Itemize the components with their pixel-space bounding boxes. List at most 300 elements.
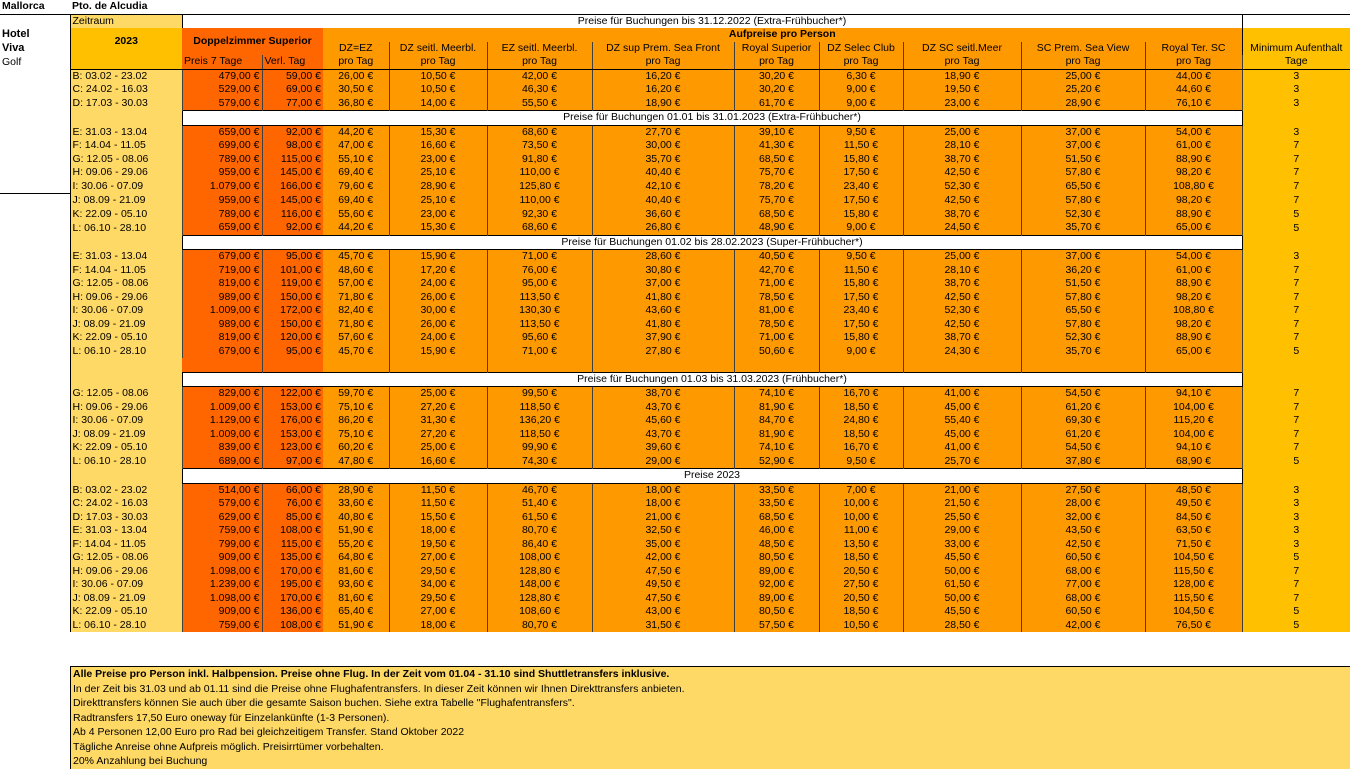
price-cell: 95,00 € (487, 277, 592, 291)
price-cell: 45,70 € (323, 345, 389, 359)
price-cell: 71,80 € (323, 291, 389, 305)
price-cell: 85,00 € (262, 511, 323, 525)
section-title: Preise für Buchungen 01.02 bis 28.02.2023 (Super-Frühbucher*) (182, 235, 1242, 250)
min-stay-cell: 3 (1242, 511, 1350, 525)
price-cell: 18,00 € (592, 483, 734, 497)
period-cell: K: 22.09 - 05.10 (70, 331, 182, 345)
price-cell: 40,50 € (734, 250, 819, 264)
price-cell: 15,90 € (389, 250, 487, 264)
price-cell: 118,50 € (487, 428, 592, 442)
price-cell: 629,00 € (182, 511, 262, 525)
price-cell: 69,40 € (323, 194, 389, 208)
price-cell: 989,00 € (182, 318, 262, 332)
price-cell: 108,80 € (1145, 180, 1242, 194)
price-cell: 40,40 € (592, 166, 734, 180)
price-cell: 170,00 € (262, 592, 323, 606)
price-cell: 172,00 € (262, 304, 323, 318)
price-cell: 113,50 € (487, 291, 592, 305)
price-cell: 57,80 € (1021, 318, 1145, 332)
price-cell: 42,70 € (734, 264, 819, 278)
period-cell: G: 12.05 - 08.06 (70, 551, 182, 565)
pro-tag-label: pro Tag (819, 55, 903, 69)
town-label: Pto. de Alcudia (72, 0, 148, 13)
note-line: In der Zeit bis 31.03 und ab 01.11 sind die Preise ohne Flughafentransfers. In dieser Zeit können wir Ihnen Direkttransfers anbieten. (73, 682, 685, 695)
note-line: Radtransfers 17,50 Euro oneway für Einzelankünfte (1-3 Personen). (73, 711, 390, 724)
price-cell: 37,00 € (1021, 125, 1145, 139)
price-cell: 166,00 € (262, 180, 323, 194)
price-cell: 36,20 € (1021, 264, 1145, 278)
table-row (0, 139, 1350, 153)
price-cell: 104,00 € (1145, 401, 1242, 415)
price-cell: 71,00 € (734, 331, 819, 345)
price-cell: 1.079,00 € (182, 180, 262, 194)
price-cell: 29,00 € (903, 524, 1021, 538)
price-cell: 9,00 € (819, 97, 903, 111)
pro-tag-label: pro Tag (1021, 55, 1145, 69)
min-stay-cell: 7 (1242, 194, 1350, 208)
price-cell: 46,30 € (487, 83, 592, 97)
price-cell: 108,80 € (1145, 304, 1242, 318)
price-cell: 94,10 € (1145, 441, 1242, 455)
island-label: Mallorca (2, 0, 45, 13)
price-cell: 36,80 € (323, 97, 389, 111)
pro-tag-label: pro Tag (1145, 55, 1242, 69)
price-cell: 47,00 € (323, 139, 389, 153)
price-cell: 28,00 € (1021, 497, 1145, 511)
price-cell: 115,00 € (262, 153, 323, 167)
price-cell: 44,00 € (1145, 69, 1242, 83)
price-cell: 579,00 € (182, 97, 262, 111)
price-cell: 150,00 € (262, 291, 323, 305)
price-cell: 689,00 € (182, 455, 262, 469)
price-cell: 98,20 € (1145, 318, 1242, 332)
section-title: Preise 2023 (182, 469, 1242, 484)
price-cell: 97,00 € (262, 455, 323, 469)
price-cell: 16,60 € (389, 455, 487, 469)
price-cell: 9,50 € (819, 125, 903, 139)
table-row (0, 264, 1350, 278)
period-title: Preise für Buchungen bis 31.12.2022 (Extra-Frühbucher*) (182, 14, 1242, 28)
price-cell: 9,00 € (819, 345, 903, 359)
price-cell: 51,90 € (323, 524, 389, 538)
price-cell: 10,50 € (389, 69, 487, 83)
price-cell: 98,00 € (262, 139, 323, 153)
price-cell: 16,20 € (592, 69, 734, 83)
price-cell: 19,50 € (903, 83, 1021, 97)
period-cell: J: 08.09 - 21.09 (70, 592, 182, 606)
price-cell: 45,00 € (903, 401, 1021, 415)
room-header-6: DZ SC seitl.Meer (903, 42, 1021, 56)
price-cell: 18,90 € (903, 69, 1021, 83)
price-cell: 57,60 € (323, 331, 389, 345)
price-cell: 51,50 € (1021, 153, 1145, 167)
price-cell: 29,00 € (592, 455, 734, 469)
note-line: Alle Preise pro Person inkl. Halbpension. Preise ohne Flug. In der Zeit vom 01.04 - 31.10 sind Shuttletransfers inklusive. (73, 668, 670, 680)
min-stay-cell: 3 (1242, 83, 1350, 97)
price-cell: 92,00 € (734, 578, 819, 592)
price-cell: 1.239,00 € (182, 578, 262, 592)
period-cell: H: 09.06 - 29.06 (70, 565, 182, 579)
period-cell: D: 17.03 - 30.03 (70, 511, 182, 525)
price-cell: 15,30 € (389, 125, 487, 139)
price-cell: 1.129,00 € (182, 414, 262, 428)
pro-tag-label: pro Tag (592, 55, 734, 69)
price-cell: 42,50 € (1021, 538, 1145, 552)
price-cell: 108,00 € (262, 619, 323, 633)
room-header-8: Royal Ter. SC (1145, 42, 1242, 56)
period-cell: K: 22.09 - 05.10 (70, 208, 182, 222)
price-cell: 27,70 € (592, 125, 734, 139)
price-cell: 80,70 € (487, 524, 592, 538)
price-cell: 78,50 € (734, 291, 819, 305)
price-cell: 98,20 € (1145, 291, 1242, 305)
price-cell: 30,00 € (592, 139, 734, 153)
price-cell: 37,80 € (1021, 455, 1145, 469)
period-cell: F: 14.04 - 11.05 (70, 264, 182, 278)
price-cell: 35,70 € (1021, 221, 1145, 235)
price-cell: 195,00 € (262, 578, 323, 592)
price-cell: 17,50 € (819, 291, 903, 305)
period-cell: L: 06.10 - 28.10 (70, 345, 182, 359)
price-cell: 88,90 € (1145, 277, 1242, 291)
price-cell: 29,50 € (389, 565, 487, 579)
price-cell: 11,50 € (819, 264, 903, 278)
room-header-5: DZ Selec Club (819, 42, 903, 56)
price-cell: 65,40 € (323, 605, 389, 619)
price-cell: 10,50 € (389, 83, 487, 97)
room-header-2: EZ seitl. Meerbl. (487, 42, 592, 56)
price-cell: 76,50 € (1145, 619, 1242, 633)
price-cell: 35,00 € (592, 538, 734, 552)
price-cell: 27,00 € (389, 605, 487, 619)
price-cell: 42,50 € (903, 194, 1021, 208)
price-cell: 69,00 € (262, 83, 323, 97)
min-stay-cell: 7 (1242, 304, 1350, 318)
table-row (0, 153, 1350, 167)
price-cell: 11,50 € (819, 139, 903, 153)
price-cell: 68,90 € (1145, 455, 1242, 469)
price-cell: 48,50 € (1145, 483, 1242, 497)
price-cell: 50,00 € (903, 565, 1021, 579)
price-cell: 799,00 € (182, 538, 262, 552)
price-cell: 41,30 € (734, 139, 819, 153)
price-cell: 57,80 € (1021, 194, 1145, 208)
min-stay-cell: 7 (1242, 139, 1350, 153)
price-cell: 759,00 € (182, 524, 262, 538)
section-title: Preise für Buchungen 01.01 bis 31.01.2023 (Extra-Frühbucher*) (182, 111, 1242, 126)
price-cell: 68,00 € (1021, 592, 1145, 606)
price-cell: 49,50 € (1145, 497, 1242, 511)
price-cell: 679,00 € (182, 250, 262, 264)
min-stay-cell: 7 (1242, 166, 1350, 180)
price-cell: 34,00 € (389, 578, 487, 592)
price-cell: 54,50 € (1021, 387, 1145, 401)
price-cell: 18,50 € (819, 551, 903, 565)
price-cell: 11,50 € (389, 483, 487, 497)
price-cell: 153,00 € (262, 428, 323, 442)
room-header-4: Royal Superior (734, 42, 819, 56)
price-cell: 909,00 € (182, 605, 262, 619)
price-cell: 43,70 € (592, 401, 734, 415)
pro-tag-label: pro Tag (389, 55, 487, 69)
price-cell: 42,50 € (903, 166, 1021, 180)
period-cell: L: 06.10 - 28.10 (70, 455, 182, 469)
price-cell: 59,70 € (323, 387, 389, 401)
price-cell: 54,00 € (1145, 250, 1242, 264)
price-cell: 15,80 € (819, 277, 903, 291)
table-row (0, 511, 1350, 525)
price-cell: 25,00 € (903, 250, 1021, 264)
price-cell: 33,60 € (323, 497, 389, 511)
price-cell: 13,50 € (819, 538, 903, 552)
price-cell: 35,70 € (1021, 345, 1145, 359)
price-cell: 759,00 € (182, 619, 262, 633)
price-cell: 128,00 € (1145, 578, 1242, 592)
price-cell: 93,60 € (323, 578, 389, 592)
price-cell: 80,70 € (487, 619, 592, 633)
price-cell: 54,00 € (1145, 125, 1242, 139)
price-cell: 71,00 € (487, 345, 592, 359)
price-cell: 48,90 € (734, 221, 819, 235)
price-cell: 23,00 € (389, 208, 487, 222)
price-cell: 68,60 € (487, 125, 592, 139)
price-cell: 28,90 € (1021, 97, 1145, 111)
price-cell: 514,00 € (182, 483, 262, 497)
price-cell: 136,00 € (262, 605, 323, 619)
price-cell: 75,70 € (734, 194, 819, 208)
pro-tag-label: pro Tag (734, 55, 819, 69)
price-cell: 28,10 € (903, 264, 1021, 278)
price-cell: 123,00 € (262, 441, 323, 455)
price-cell: 42,50 € (903, 291, 1021, 305)
price-cell: 84,50 € (1145, 511, 1242, 525)
price-cell: 47,50 € (592, 592, 734, 606)
price-cell: 55,20 € (323, 538, 389, 552)
price-cell: 74,10 € (734, 441, 819, 455)
price-cell: 9,00 € (819, 221, 903, 235)
price-cell: 77,00 € (262, 97, 323, 111)
price-cell: 10,50 € (819, 619, 903, 633)
price-cell: 33,50 € (734, 497, 819, 511)
price-cell: 76,10 € (1145, 97, 1242, 111)
price-cell: 789,00 € (182, 208, 262, 222)
price-cell: 30,80 € (592, 264, 734, 278)
price-cell: 17,50 € (819, 318, 903, 332)
price-cell: 75,70 € (734, 166, 819, 180)
price-cell: 63,50 € (1145, 524, 1242, 538)
price-cell: 77,00 € (1021, 578, 1145, 592)
price-cell: 45,50 € (903, 605, 1021, 619)
room-main-header: Doppelzimmer Superior (182, 28, 323, 55)
min-stay-cell: 3 (1242, 524, 1350, 538)
price-cell: 6,30 € (819, 69, 903, 83)
period-cell: F: 14.04 - 11.05 (70, 139, 182, 153)
price-cell: 15,90 € (389, 345, 487, 359)
price-cell: 959,00 € (182, 166, 262, 180)
price-cell: 27,00 € (389, 551, 487, 565)
year-label: 2023 (70, 28, 182, 55)
price-cell: 21,00 € (592, 511, 734, 525)
min-stay-cell: 7 (1242, 387, 1350, 401)
price-cell: 79,60 € (323, 180, 389, 194)
period-cell: G: 12.05 - 08.06 (70, 153, 182, 167)
period-cell: H: 09.06 - 29.06 (70, 166, 182, 180)
price-cell: 115,50 € (1145, 565, 1242, 579)
price-cell: 41,80 € (592, 318, 734, 332)
min-stay-cell: 3 (1242, 69, 1350, 83)
price-cell: 86,40 € (487, 538, 592, 552)
price-cell: 47,50 € (592, 565, 734, 579)
table-row (0, 538, 1350, 552)
table-row (0, 483, 1350, 497)
min-stay-cell: 7 (1242, 414, 1350, 428)
price-cell: 42,00 € (592, 551, 734, 565)
price-cell: 61,00 € (1145, 139, 1242, 153)
aufpreise-header: Aufpreise pro Person (323, 28, 1242, 42)
price-cell: 98,20 € (1145, 194, 1242, 208)
price-cell: 54,50 € (1021, 441, 1145, 455)
price-cell: 16,70 € (819, 387, 903, 401)
price-cell: 128,80 € (487, 565, 592, 579)
price-cell: 91,80 € (487, 153, 592, 167)
price-cell: 60,50 € (1021, 605, 1145, 619)
price-cell: 61,20 € (1021, 428, 1145, 442)
price-cell: 52,30 € (1021, 331, 1145, 345)
price-cell: 959,00 € (182, 194, 262, 208)
price-cell: 1.009,00 € (182, 304, 262, 318)
period-cell: I: 30.06 - 07.09 (70, 304, 182, 318)
period-cell: C: 24.02 - 16.03 (70, 497, 182, 511)
price-cell: 55,60 € (323, 208, 389, 222)
section-title: Preise für Buchungen 01.03 bis 31.03.2023 (Frühbucher*) (182, 372, 1242, 387)
price-cell: 27,20 € (389, 428, 487, 442)
price-cell: 48,60 € (323, 264, 389, 278)
price-cell: 529,00 € (182, 83, 262, 97)
price-cell: 45,50 € (903, 551, 1021, 565)
price-cell: 39,60 € (592, 441, 734, 455)
price-cell: 25,70 € (903, 455, 1021, 469)
price-cell: 38,70 € (592, 387, 734, 401)
price-cell: 15,50 € (389, 511, 487, 525)
period-cell: B: 03.02 - 23.02 (70, 483, 182, 497)
price-cell: 19,50 € (389, 538, 487, 552)
price-cell: 719,00 € (182, 264, 262, 278)
price-cell: 95,60 € (487, 331, 592, 345)
price-cell: 43,50 € (1021, 524, 1145, 538)
price-cell: 839,00 € (182, 441, 262, 455)
price-cell: 92,00 € (262, 221, 323, 235)
price-cell: 28,10 € (903, 139, 1021, 153)
period-cell: G: 12.05 - 08.06 (70, 277, 182, 291)
price-cell: 18,50 € (819, 401, 903, 415)
min-stay-cell: 7 (1242, 565, 1350, 579)
price-cell: 11,00 € (819, 524, 903, 538)
price-cell: 88,90 € (1145, 331, 1242, 345)
price-cell: 101,00 € (262, 264, 323, 278)
price-cell: 24,30 € (903, 345, 1021, 359)
price-cell: 26,00 € (389, 318, 487, 332)
price-cell: 24,00 € (389, 277, 487, 291)
table-row (0, 387, 1350, 401)
price-cell: 14,00 € (389, 97, 487, 111)
price-cell: 145,00 € (262, 194, 323, 208)
price-cell: 18,90 € (592, 97, 734, 111)
price-cell: 60,50 € (1021, 551, 1145, 565)
price-cell: 18,00 € (592, 497, 734, 511)
period-cell: F: 14.04 - 11.05 (70, 538, 182, 552)
period-cell: I: 30.06 - 07.09 (70, 414, 182, 428)
price-cell: 95,00 € (262, 250, 323, 264)
table-row (0, 524, 1350, 538)
table-row (0, 401, 1350, 415)
price-cell: 26,00 € (323, 69, 389, 83)
price-cell: 819,00 € (182, 331, 262, 345)
price-cell: 26,80 € (592, 221, 734, 235)
price-cell: 55,40 € (903, 414, 1021, 428)
price-cell: 47,80 € (323, 455, 389, 469)
price-cell: 57,50 € (734, 619, 819, 633)
price-cell: 104,00 € (1145, 428, 1242, 442)
price-cell: 78,50 € (734, 318, 819, 332)
period-cell: G: 12.05 - 08.06 (70, 387, 182, 401)
price-cell: 153,00 € (262, 401, 323, 415)
price-cell: 42,50 € (903, 318, 1021, 332)
min-stay-cell: 5 (1242, 551, 1350, 565)
pro-tag-label: pro Tag (323, 55, 389, 69)
price-cell: 94,10 € (1145, 387, 1242, 401)
price-cell: 41,00 € (903, 387, 1021, 401)
min-stay-cell: 5 (1242, 605, 1350, 619)
price-cell: 25,20 € (1021, 83, 1145, 97)
min-stay-cell: 7 (1242, 331, 1350, 345)
zeitraum-label: Zeitraum (70, 14, 182, 28)
price-cell: 9,00 € (819, 83, 903, 97)
price-cell: 120,00 € (262, 331, 323, 345)
price-cell: 9,50 € (819, 250, 903, 264)
period-cell: K: 22.09 - 05.10 (70, 441, 182, 455)
table-row (0, 277, 1350, 291)
table-row (0, 565, 1350, 579)
table-row (0, 180, 1350, 194)
price-cell: 68,60 € (487, 221, 592, 235)
price-cell: 25,00 € (389, 387, 487, 401)
price-cell: 20,50 € (819, 565, 903, 579)
period-cell: E: 31.03 - 13.04 (70, 125, 182, 139)
price-cell: 118,50 € (487, 401, 592, 415)
price-cell: 61,50 € (487, 511, 592, 525)
min-stay-cell: 5 (1242, 619, 1350, 633)
price-cell: 92,30 € (487, 208, 592, 222)
price-cell: 48,50 € (734, 538, 819, 552)
price-cell: 52,90 € (734, 455, 819, 469)
price-cell: 99,90 € (487, 441, 592, 455)
price-cell: 69,30 € (1021, 414, 1145, 428)
table-row (0, 345, 1350, 359)
min-stay-cell: 7 (1242, 264, 1350, 278)
price-cell: 52,30 € (903, 180, 1021, 194)
hotel-line1: Hotel (2, 28, 30, 41)
table-row (0, 194, 1350, 208)
price-cell: 25,00 € (1021, 69, 1145, 83)
price-cell: 1.098,00 € (182, 565, 262, 579)
price-cell: 40,80 € (323, 511, 389, 525)
price-cell: 989,00 € (182, 291, 262, 305)
price-cell: 81,90 € (734, 428, 819, 442)
price-cell: 88,90 € (1145, 208, 1242, 222)
price-cell: 57,80 € (1021, 291, 1145, 305)
price-cell: 659,00 € (182, 221, 262, 235)
price-cell: 1.009,00 € (182, 428, 262, 442)
